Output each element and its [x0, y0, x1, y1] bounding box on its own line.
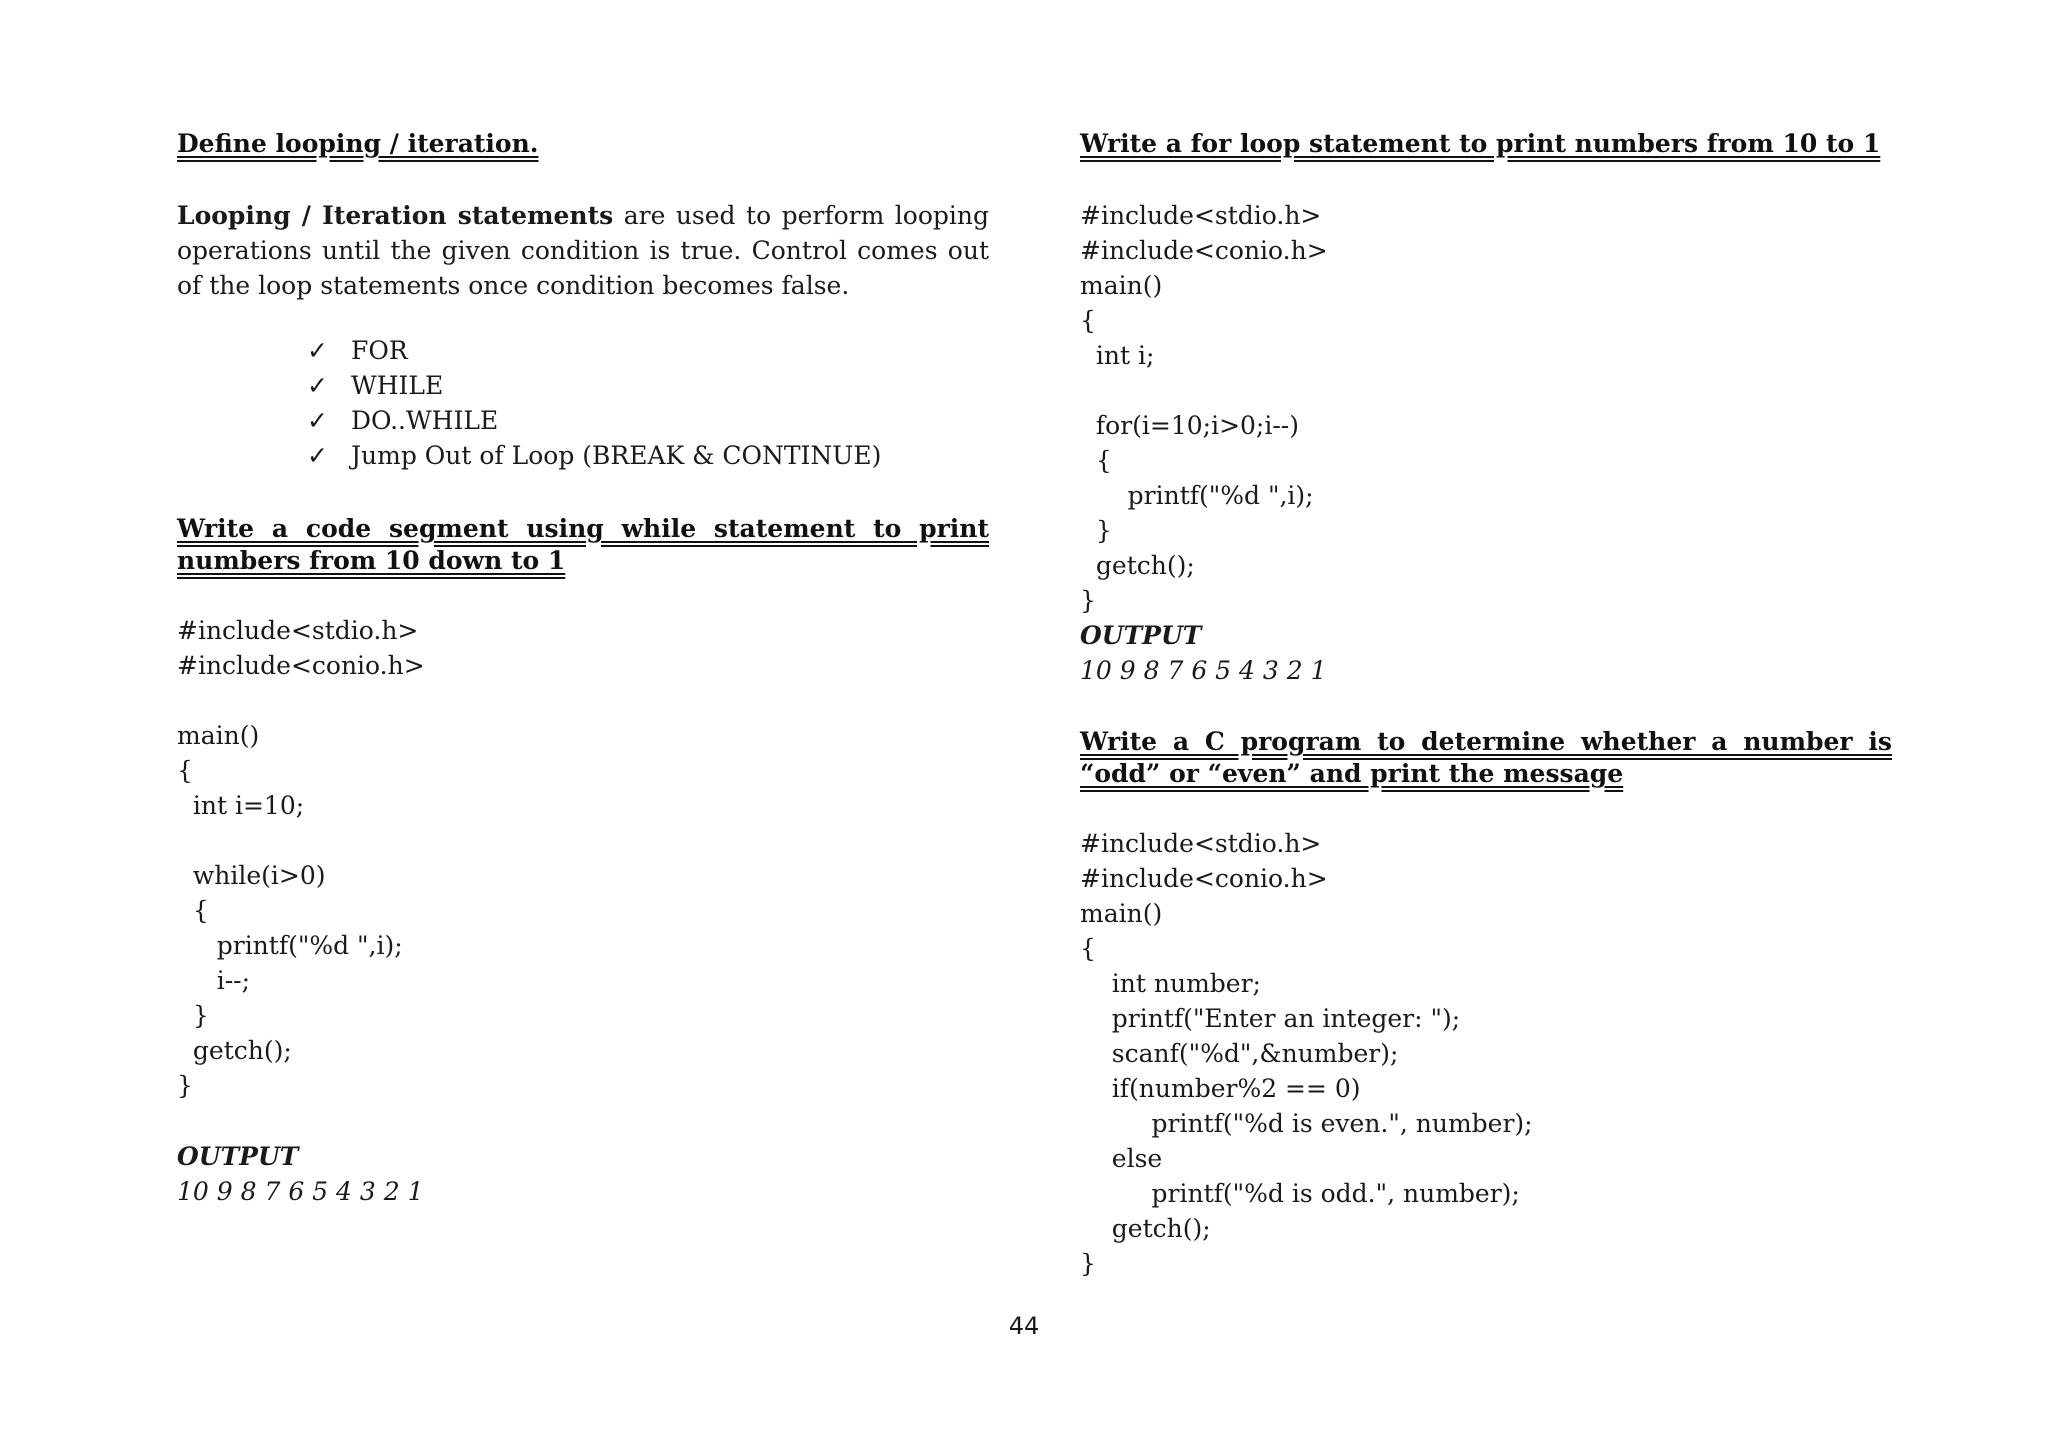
output-label: OUTPUT [177, 1142, 299, 1171]
list-item-label: WHILE [351, 371, 444, 400]
code-line: #include<conio.h> [1080, 236, 1328, 265]
heading-odd-even: Write a C program to determine whether a number is “odd” or “even” and print the message [1080, 727, 1892, 788]
loop-types-list [307, 333, 989, 473]
code-line: getch(); [177, 1036, 292, 1065]
definition-text: are used to perform looping operations until the given condition is true. Control comes out of the loop statements once condition becomes false. [177, 201, 989, 300]
code-line: printf("Enter an integer: "); [1080, 1004, 1461, 1033]
odd-even-code-block [1080, 826, 1892, 1281]
code-line: main() [177, 721, 260, 750]
list-item-label: DO..WHILE [351, 406, 499, 435]
code-line: printf("%d is even.", number); [1080, 1109, 1533, 1138]
code-line: while(i>0) [177, 861, 326, 890]
check-icon: ✓ [307, 441, 328, 470]
code-line: else [1080, 1144, 1163, 1173]
code-line: { [177, 896, 209, 925]
output-value: 10 9 8 7 6 5 4 3 2 1 [177, 1177, 424, 1206]
for-output [1080, 618, 1892, 688]
code-line [1080, 373, 1892, 408]
looping-definition-paragraph [177, 198, 989, 303]
code-line: printf("%d ",i); [177, 931, 403, 960]
code-line: scanf("%d",&number); [1080, 1039, 1399, 1068]
code-line: int i=10; [177, 791, 305, 820]
code-line: { [1080, 446, 1112, 475]
list-item [307, 438, 989, 473]
heading-for-loop: Write a for loop statement to print numbers from 10 to 1 [1080, 129, 1881, 158]
list-item [307, 368, 989, 403]
code-line [177, 823, 989, 858]
page-number: 44 [1008, 1312, 1040, 1340]
output-label: OUTPUT [1080, 621, 1202, 650]
code-line: #include<stdio.h> [1080, 201, 1322, 230]
check-icon: ✓ [307, 371, 328, 400]
check-icon: ✓ [307, 336, 328, 365]
code-line: if(number%2 == 0) [1080, 1074, 1361, 1103]
code-line: i--; [177, 966, 251, 995]
code-line: } [177, 1001, 209, 1030]
code-line: { [1080, 934, 1096, 963]
code-line: getch(); [1080, 1214, 1211, 1243]
code-line: printf("%d ",i); [1080, 481, 1314, 510]
code-line: #include<conio.h> [177, 651, 425, 680]
code-line: printf("%d is odd.", number); [1080, 1179, 1520, 1208]
code-line: { [177, 756, 193, 785]
left-column [177, 128, 989, 1209]
code-line: main() [1080, 899, 1163, 928]
right-column [1080, 128, 1892, 1281]
code-line: } [1080, 1249, 1096, 1278]
list-item-label: FOR [351, 336, 408, 365]
code-line: #include<stdio.h> [1080, 829, 1322, 858]
while-code-block [177, 613, 989, 1103]
code-line: { [1080, 306, 1096, 335]
code-line: main() [1080, 271, 1163, 300]
list-item [307, 333, 989, 368]
code-line: int number; [1080, 969, 1261, 998]
heading-while-program: Write a code segment using while statement to print numbers from 10 down to 1 [177, 514, 989, 575]
code-line: getch(); [1080, 551, 1195, 580]
code-line: for(i=10;i>0;i--) [1080, 411, 1299, 440]
code-line: #include<stdio.h> [177, 616, 419, 645]
output-value: 10 9 8 7 6 5 4 3 2 1 [1080, 656, 1327, 685]
code-line: } [1080, 516, 1112, 545]
code-line: #include<conio.h> [1080, 864, 1328, 893]
code-line: } [177, 1071, 193, 1100]
for-code-block [1080, 198, 1892, 618]
list-item [307, 403, 989, 438]
code-line: } [1080, 586, 1096, 615]
code-line: int i; [1080, 341, 1155, 370]
code-line [177, 683, 989, 718]
definition-term: Looping / Iteration statements [177, 201, 614, 230]
list-item-label: Jump Out of Loop (BREAK & CONTINUE) [351, 441, 882, 470]
check-icon: ✓ [307, 406, 328, 435]
heading-define-looping: Define looping / iteration. [177, 129, 539, 158]
while-output [177, 1139, 989, 1209]
